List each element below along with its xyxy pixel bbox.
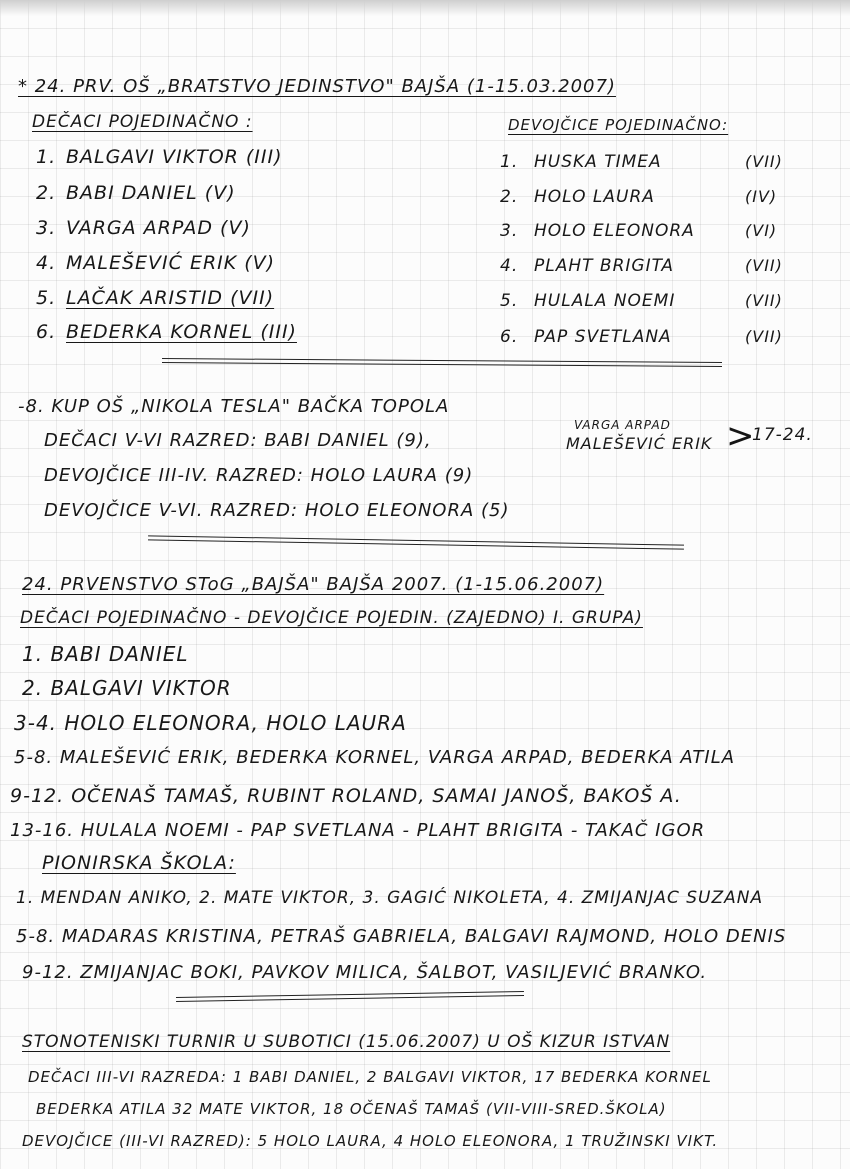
section2-side-b: MALEŠEVIĆ ERIK <box>566 434 713 453</box>
girls-grade: (IV) <box>745 187 778 206</box>
girls-row: 2. HOLO LAURA <box>500 187 655 207</box>
boys-row: 1. BALGAVI VIKTOR (III) <box>36 146 283 168</box>
section2-title: -8. KUP OŠ „NIKOLA TESLA" BAČKA TOPOLA <box>18 396 450 417</box>
section2-side-range: 17-24. <box>752 425 813 445</box>
boys-row: 2. BABI DANIEL (V) <box>36 182 236 204</box>
girls-row: 4. PLAHT BRIGITA <box>500 256 675 276</box>
section4-line3: DEVOJČICE (III-VI RAZRED): 5 HOLO LAURA, 4 HOLO ELEONORA, 1 TRUŽINSKI VIKT. <box>22 1132 719 1150</box>
section3-row: 1. BABI DANIEL <box>22 642 189 666</box>
boys-row: 3. VARGA ARPAD (V) <box>36 217 251 239</box>
section3-row: 9-12. OČENAŠ TAMAŠ, RUBINT ROLAND, SAMAI JANOŠ, BAKOŠ A. <box>10 785 682 807</box>
section2-side-a: VARGA ARPAD <box>574 418 671 432</box>
boys-row: 6. BEDERKA KORNEL (III) <box>36 321 297 343</box>
section4-line1: DEČACI III-VI RAZREDA: 1 BABI DANIEL, 2 BALGAVI VIKTOR, 17 BEDERKA KORNEL <box>28 1068 712 1086</box>
section3-row: 2. BALGAVI VIKTOR <box>22 676 232 700</box>
girls-grade: (VII) <box>745 152 783 171</box>
girls-row: 3. HOLO ELEONORA <box>500 221 695 241</box>
section3-row: 3-4. HOLO ELEONORA, HOLO LAURA <box>14 711 407 735</box>
section1-girls-heading: DEVOJČICE POJEDINAČNO: <box>508 116 729 134</box>
girls-row: 5. HULALA NOEMI <box>500 291 676 311</box>
girls-grade: (VI) <box>745 221 778 240</box>
page-top-edge <box>0 0 850 16</box>
girls-grade: (VII) <box>745 327 783 346</box>
boys-row: 4. MALEŠEVIĆ ERIK (V) <box>36 252 276 274</box>
section2-line1: DEČACI V-VI RAZRED: BABI DANIEL (9), <box>44 430 432 451</box>
girls-grade: (VII) <box>745 291 783 310</box>
section4-title: STONOTENISKI TURNIR U SUBOTICI (15.06.2007) U OŠ KIZUR ISTVAN <box>22 1032 671 1052</box>
section3-school-row: 5-8. MADARAS KRISTINA, PETRAŠ GABRIELA, BALGAVI RAJMOND, HOLO DENIS <box>16 926 787 947</box>
section4-line2: BEDERKA ATILA 32 MATE VIKTOR, 18 OČENAŠ TAMAŠ (VII-VIII-SRED.ŠKOLA) <box>36 1100 667 1118</box>
section3-school-heading: PIONIRSKA ŠKOLA: <box>42 852 236 874</box>
section1-boys-heading: DEČACI POJEDINAČNO : <box>32 112 253 132</box>
brace-symbol: > <box>726 416 755 456</box>
boys-row: 5. LAČAK ARISTID (VII) <box>36 287 275 309</box>
section3-row: 13-16. HULALA NOEMI - PAP SVETLANA - PLAHT BRIGITA - TAKAČ IGOR <box>10 820 706 841</box>
girls-row: 1. HUSKA TIMEA <box>500 152 662 172</box>
section-divider <box>148 535 684 549</box>
section3-subtitle: DEČACI POJEDINAČNO - DEVOJČICE POJEDIN. (ZAJEDNO) I. GRUPA) <box>20 608 643 628</box>
section-divider <box>176 991 524 1002</box>
section-divider <box>162 358 722 367</box>
section2-line3: DEVOJČICE V-VI. RAZRED: HOLO ELEONORA (5) <box>44 500 510 521</box>
section3-row: 5-8. MALEŠEVIĆ ERIK, BEDERKA KORNEL, VARGA ARPAD, BEDERKA ATILA <box>14 747 736 768</box>
girls-row: 6. PAP SVETLANA <box>500 327 672 347</box>
girls-grade: (VII) <box>745 256 783 275</box>
section3-school-row: 1. MENDAN ANIKO, 2. MATE VIKTOR, 3. GAGIĆ NIKOLETA, 4. ZMIJANJAC SUZANA <box>16 888 764 908</box>
section3-school-row: 9-12. ZMIJANJAC BOKI, PAVKOV MILICA, ŠALBOT, VASILJEVIĆ BRANKO. <box>22 962 708 983</box>
section3-title: 24. PRVENSTVO SToG „BAJŠA" BAJŠA 2007. (1-15.06.2007) <box>22 574 605 595</box>
section1-title: * 24. PRV. OŠ „BRATSTVO JEDINSTVO" BAJŠA (1-15.03.2007) <box>18 76 616 97</box>
section2-line2: DEVOJČICE III-IV. RAZRED: HOLO LAURA (9) <box>44 465 474 486</box>
